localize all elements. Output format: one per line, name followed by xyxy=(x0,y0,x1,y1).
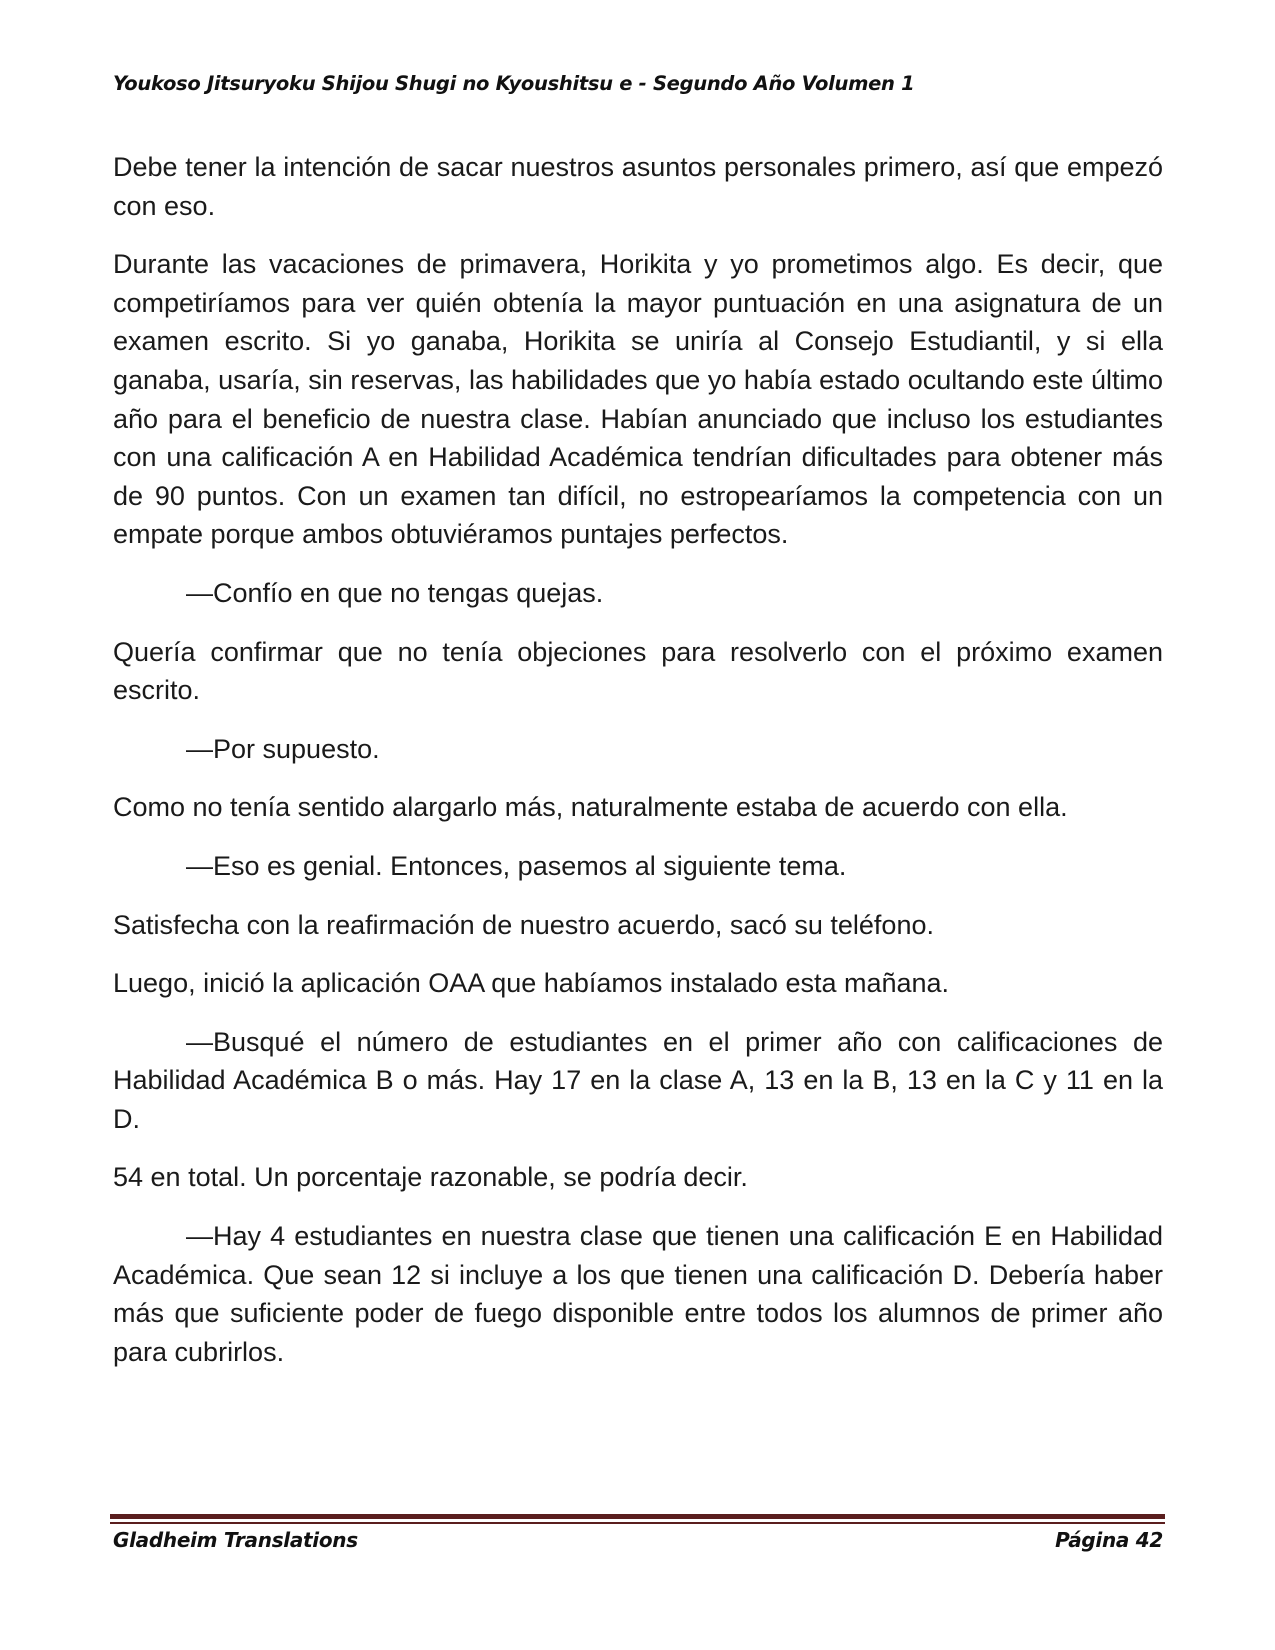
paragraph: Quería confirmar que no tenía objeciones para resolverlo con el próximo examen escrito. xyxy=(113,636,1163,706)
dialogue-line: —Por supuesto. xyxy=(186,733,380,764)
paragraph: Satisfecha con la reafirmación de nuestro acuerdo, sacó su teléfono. xyxy=(113,909,934,940)
paragraph: Como no tenía sentido alargarlo más, naturalmente estaba de acuerdo con ella. xyxy=(113,792,1068,823)
footer-divider-thin xyxy=(110,1522,1165,1524)
dialogue-line: —Eso es genial. Entonces, pasemos al siguiente tema. xyxy=(186,850,847,881)
page-header-title: Youkoso Jitsuryoku Shijou Shugi no Kyoushitsu e - Segundo Año Volumen 1 xyxy=(113,72,915,95)
page-body xyxy=(113,148,1163,1391)
dialogue-line: —Busqué el número de estudiantes en el primer año con calificaciones de Habilidad Académica B o más. Hay 17 en la clase A, 13 en la B, 13 en la C y 11 en la D. xyxy=(113,1026,1163,1134)
paragraph: Luego, inició la aplicación OAA que habíamos instalado esta mañana. xyxy=(113,968,950,999)
footer-page-number: Página 42 xyxy=(1055,1528,1163,1552)
footer-translator-credit: Gladheim Translations xyxy=(113,1528,358,1552)
dialogue-line: —Hay 4 estudiantes en nuestra clase que tienen una calificación E en Habilidad Académica. Que sean 12 si incluye a los que tienen una calificación D. Debería haber más que suficiente poder de fuego disponible entre todos los alumnos de primer año para cubrirlos. xyxy=(113,1221,1163,1367)
paragraph: Debe tener la intención de sacar nuestros asuntos personales primero, así que empezó con eso. xyxy=(113,152,1163,221)
dialogue-line: —Confío en que no tengas quejas. xyxy=(186,577,604,608)
footer-divider-thick xyxy=(110,1514,1165,1519)
paragraph: 54 en total. Un porcentaje razonable, se podría decir. xyxy=(113,1162,748,1193)
paragraph: Durante las vacaciones de primavera, Horikita y yo prometimos algo. Es decir, que competiríamos para ver quién obtenía la mayor puntuación en una asignatura de un examen escrito. Si yo ganaba, Horikita se uniría al Consejo Estudiantil, y si ella ganaba, usaría, sin reservas, las habilidades que yo había estado ocultando este último año para el beneficio de nuestra clase. Habían anunciado que incluso los estudiantes con una calificación A en Habilidad Académica tendrían dificultades para obtener más de 90 puntos. Con un examen tan difícil, no estropearíamos la competencia con un empate porque ambos obtuviéramos puntajes perfectos. xyxy=(113,249,1163,550)
